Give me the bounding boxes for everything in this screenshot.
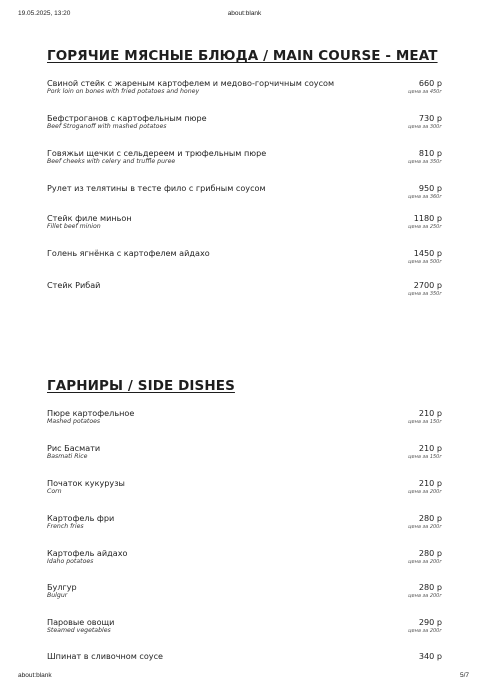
menu-item (47, 617, 442, 645)
dish-description: Idaho potatoes (47, 558, 94, 565)
section-title-side-dishes: ГАРНИРЫ / SIDE DISHES (47, 378, 235, 394)
dish-description: Fillet beef minion (47, 223, 101, 230)
dish-name: Паровые овощи (47, 617, 115, 627)
dish-portion: цена за 360г (408, 194, 442, 200)
menu-item (47, 213, 442, 241)
menu-item (47, 113, 442, 141)
menu-item (47, 408, 442, 436)
dish-description: Mashed potatoes (47, 418, 101, 425)
print-footer-url: about:blank (18, 672, 52, 679)
dish-price: 2700 р (413, 280, 442, 290)
menu-item (47, 248, 442, 276)
dish-price: 1180 р (413, 213, 442, 223)
dish-price: 280 р (418, 582, 442, 592)
dish-description: Bulgur (47, 592, 68, 599)
print-page-number: 5/7 (459, 672, 469, 679)
dish-portion: цена за 200г (408, 628, 442, 634)
menu-item (47, 78, 442, 106)
dish-name: Стейк филе миньон (47, 213, 132, 223)
dish-portion: цена за 250г (408, 224, 442, 230)
menu-item (47, 513, 442, 541)
dish-portion: цена за 200г (408, 593, 442, 599)
menu-item (47, 148, 442, 176)
dish-name: Картофель фри (47, 513, 115, 523)
dish-portion: цена за 350г (408, 159, 442, 165)
dish-portion: цена за 200г (408, 489, 442, 495)
dish-name: Рис Басмати (47, 443, 101, 453)
dish-price: 210 р (418, 443, 442, 453)
dish-name: Говяжьи щечки с сельдереем и трюфельным пюре (47, 148, 267, 158)
dish-description: Basmati Rice (47, 453, 88, 460)
dish-description: Steamed vegetables (47, 627, 111, 634)
dish-name: Стейк Рибай (47, 280, 101, 290)
dish-price: 340 р (418, 651, 442, 661)
dish-price: 950 р (418, 183, 442, 193)
dish-description: Corn (47, 488, 62, 495)
dish-price: 1450 р (413, 248, 442, 258)
dish-description: Beef cheeks with celery and truffle puree (47, 158, 176, 165)
print-header (0, 10, 489, 20)
section-title-main-course: ГОРЯЧИЕ МЯСНЫЕ БЛЮДА / MAIN COURSE - MEAT (47, 48, 438, 64)
print-datetime: 19.05.2025, 13:20 (18, 10, 71, 17)
menu-item (47, 443, 442, 471)
menu-item (47, 478, 442, 506)
dish-price: 280 р (418, 513, 442, 523)
dish-price: 280 р (418, 548, 442, 558)
dish-name: Пюре картофельное (47, 408, 135, 418)
menu-item (47, 548, 442, 576)
dish-price: 660 р (418, 78, 442, 88)
print-page-title: about:blank (227, 10, 262, 17)
dish-description: Beef Stroganoff with mashed potatoes (47, 123, 167, 130)
dish-price: 210 р (418, 408, 442, 418)
dish-portion: цена за 150г (408, 419, 442, 425)
dish-description: Pork loin on bones with fried potatoes and honey (47, 88, 200, 95)
dish-portion: цена за 200г (408, 559, 442, 565)
dish-name: Рулет из телятины в тесте фило с грибным соусом (47, 183, 266, 193)
dish-portion: цена за 450г (408, 89, 442, 95)
dish-portion: цена за 150г (408, 454, 442, 460)
menu-item (47, 183, 442, 211)
dish-price: 210 р (418, 478, 442, 488)
dish-name: Свиной стейк с жареным картофелем и медово-горчичным соусом (47, 78, 335, 88)
print-footer (0, 672, 489, 682)
dish-name: Картофель айдахо (47, 548, 128, 558)
menu-item (47, 280, 442, 308)
menu-item (47, 651, 442, 665)
dish-portion: цена за 300г (408, 124, 442, 130)
dish-name: Голень ягнёнка с картофелем айдахо (47, 248, 210, 258)
dish-description: French fries (47, 523, 84, 530)
dish-portion: цена за 350г (408, 291, 442, 297)
dish-portion: цена за 200г (408, 524, 442, 530)
dish-price: 810 р (418, 148, 442, 158)
dish-name: Початок кукурузы (47, 478, 125, 488)
dish-portion: цена за 500г (408, 259, 442, 265)
dish-price: 730 р (418, 113, 442, 123)
dish-price: 290 р (418, 617, 442, 627)
menu-item (47, 582, 442, 610)
dish-name: Шпинат в сливочном соусе (47, 651, 164, 661)
dish-name: Бефстроганов с картофельным пюре (47, 113, 207, 123)
dish-name: Булгур (47, 582, 77, 592)
